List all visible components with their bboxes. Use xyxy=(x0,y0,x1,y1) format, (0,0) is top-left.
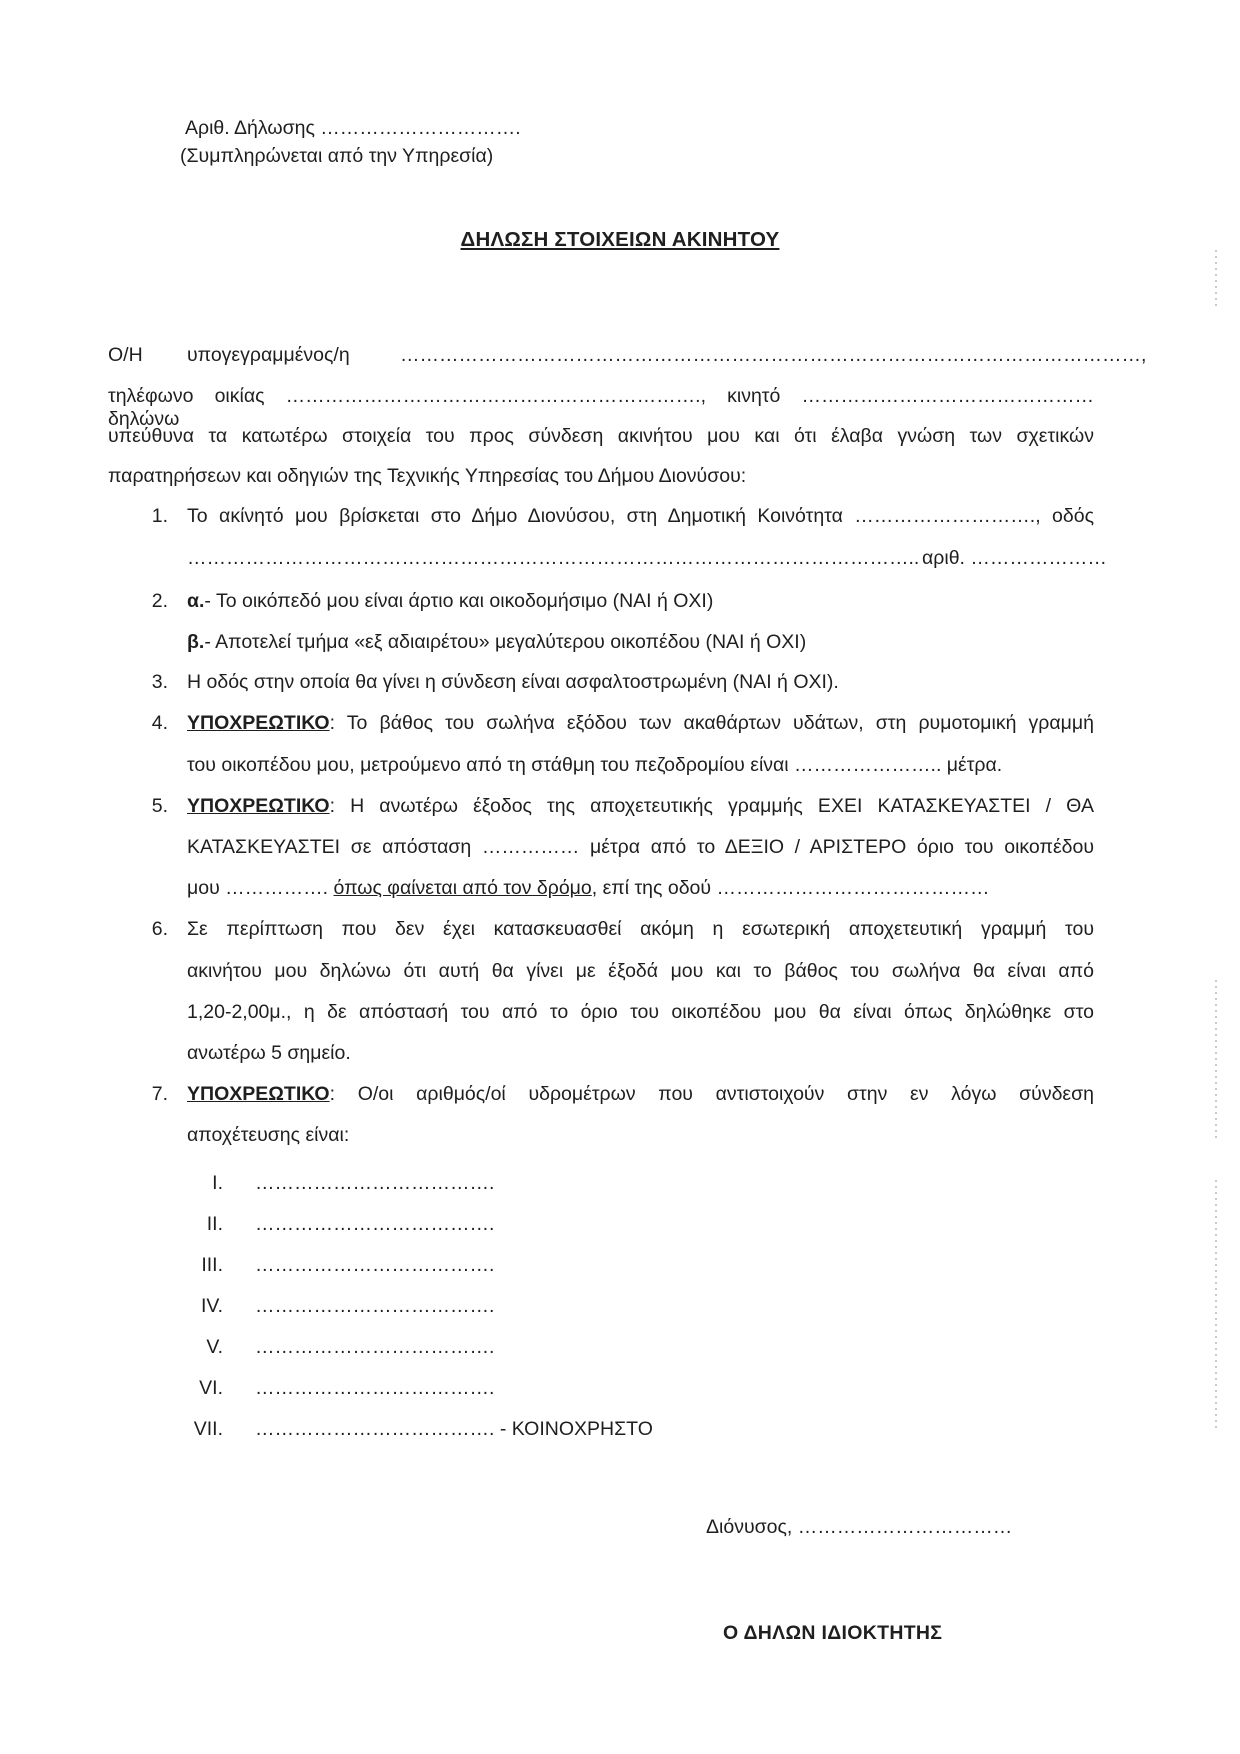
item-number-2: 2. xyxy=(151,590,168,612)
intro-line1-label: Ο/Η xyxy=(108,344,143,366)
item-number-1: 1. xyxy=(151,505,168,527)
signatory-title: Ο ΔΗΛΩΝ ΙΔΙΟΚΤΗΤΗΣ xyxy=(723,1622,943,1644)
item-number-7: 7. xyxy=(151,1083,168,1105)
item6-line1: Σε περίπτωση που δεν έχει κατασκευασθεί ακόμη η εσωτερική αποχετευτική γραμμή του xyxy=(187,918,1094,940)
item2b-text: - Αποτελεί τμήμα «εξ αδιαιρέτου» μεγαλύτερου οικοπέδου (ΝΑΙ ή ΟΧΙ) xyxy=(204,631,807,653)
item5-line2: ΚΑΤΑΣΚΕΥΑΣΤΕΙ σε απόσταση …………… μέτρα από το ΔΕΞΙΟ / ΑΡΙΣΤΕΡΟ όριο του οικοπέδου xyxy=(187,836,1094,858)
item2b-letter: β. xyxy=(187,631,205,653)
item3-text: Η οδός στην οποία θα γίνει η σύνδεση είναι ασφαλτοστρωμένη (ΝΑΙ ή ΟΧΙ). xyxy=(187,671,839,693)
document-title: ΔΗΛΩΣΗ ΣΤΟΙΧΕΙΩΝ ΑΚΙΝΗΤΟΥ xyxy=(460,228,780,251)
meter-label: VII. xyxy=(193,1418,223,1440)
item2b xyxy=(187,631,806,654)
meter-field: ………………………………. xyxy=(255,1336,495,1358)
item1-line1: Το ακίνητό μου βρίσκεται στο Δήμο Διονύσου, στη Δημοτική Κοινότητα ………………………., οδός xyxy=(187,505,1094,527)
item6-line2: ακινήτου μου δηλώνω ότι αυτή θα γίνει με έξοδά μου και το βάθος του σωλήνα θα είναι από xyxy=(187,960,1094,982)
item6-line4: ανωτέρω 5 σημείο. xyxy=(187,1042,351,1064)
item-number-6: 6. xyxy=(151,918,168,940)
meter-label: V. xyxy=(206,1336,223,1358)
item7-line1-text: : Ο/οι αριθμός/οί υδρομέτρων που αντιστοιχούν στην εν λόγω σύνδεση xyxy=(329,1083,1094,1105)
filled-by-service-note: (Συμπληρώνεται από την Υπηρεσία) xyxy=(180,145,494,167)
item2a-text: - Το οικόπεδό μου είναι άρτιο και οικοδομήσιμο (ΝΑΙ ή ΟΧΙ) xyxy=(204,590,714,612)
meter-field-common: ………………………………. - ΚΟΙΝΟΧΡΗΣΤΟ xyxy=(255,1418,653,1440)
item5-line1 xyxy=(187,795,1094,818)
scan-edge-mark xyxy=(1215,980,1217,1140)
item5-line3-start: μου ……………. xyxy=(187,877,329,899)
item-number-3: 3. xyxy=(151,671,168,693)
meter-field: ………………………………. xyxy=(255,1377,495,1399)
meter-label: IV. xyxy=(200,1295,223,1317)
mandatory-label: ΥΠΟΧΡΕΩΤΙΚΟ xyxy=(187,1083,330,1105)
meter-field: ………………………………. xyxy=(255,1254,495,1276)
meter-field: ………………………………. xyxy=(255,1213,495,1235)
item6-line3: 1,20-2,00μ., η δε απόστασή του από το όριο του οικοπέδου μου θα είναι όπως δηλώθηκε στο xyxy=(187,1001,1094,1023)
meter-label: I. xyxy=(212,1172,223,1194)
meter-label: III. xyxy=(201,1254,223,1276)
item5-line3 xyxy=(187,877,989,900)
item1-number-field: αριθ. ………………… xyxy=(922,547,1107,569)
intro-line2-phones: τηλέφωνο οικίας ………………………………………………………., κινητό ……………………………………… δηλώνω xyxy=(108,385,1094,430)
scan-edge-mark xyxy=(1215,1180,1217,1430)
item1-street-dots: ………………………………………………………………………………………………….. xyxy=(187,547,920,569)
item4-line2: του οικοπέδου μου, μετρούμενο από τη στάθμη του πεζοδρομίου είναι ………………….. μέτρα. xyxy=(187,754,1003,776)
intro-line1-undersigned: υπογεγραμμένος/η xyxy=(187,344,350,366)
meter-field: ………………………………. xyxy=(255,1172,495,1194)
item7-line2: αποχέτευσης είναι: xyxy=(187,1124,350,1146)
item-number-4: 4. xyxy=(151,712,168,734)
item4-line1-text: : Το βάθος του σωλήνα εξόδου των ακαθάρτων υδάτων, στη ρυμοτομική γραμμή xyxy=(329,712,1094,734)
item4-line1 xyxy=(187,712,1094,735)
meter-field: ………………………………. xyxy=(255,1295,495,1317)
item-number-5: 5. xyxy=(151,795,168,817)
meter-label: VI. xyxy=(199,1377,223,1399)
intro-line4: παρατηρήσεων και οδηγιών της Τεχνικής Υπηρεσίας του Δήμου Διονύσου: xyxy=(108,465,747,487)
scan-edge-mark xyxy=(1215,250,1217,310)
item5-line1-text: : Η ανωτέρω έξοδος της αποχετευτικής γραμμής ΕΧΕΙ ΚΑΤΑΣΚΕΥΑΣΤΕΙ / ΘΑ xyxy=(329,795,1094,817)
place-date-line: Διόνυσος, …………………………… xyxy=(706,1516,1013,1538)
mandatory-label: ΥΠΟΧΡΕΩΤΙΚΟ xyxy=(187,712,330,734)
declaration-number: Αριθ. Δήλωσης …………………………. xyxy=(185,117,521,139)
item2a-letter: α. xyxy=(187,590,205,612)
item2a xyxy=(187,590,713,613)
item7-line1 xyxy=(187,1083,1094,1106)
meter-label: II. xyxy=(206,1213,223,1235)
intro-line3: υπεύθυνα τα κατωτέρω στοιχεία του προς σύνδεση ακινήτου μου και ότι έλαβα γνώση των σχετικών xyxy=(108,425,1094,447)
mandatory-label: ΥΠΟΧΡΕΩΤΙΚΟ xyxy=(187,795,330,817)
name-field: ……………………………………………………………………………………………………, xyxy=(400,344,1147,366)
item5-line3-end: , επί της οδού …………………………………… xyxy=(591,877,990,899)
item5-line3-underlined: όπως φαίνεται από τον δρόμο xyxy=(333,877,592,899)
